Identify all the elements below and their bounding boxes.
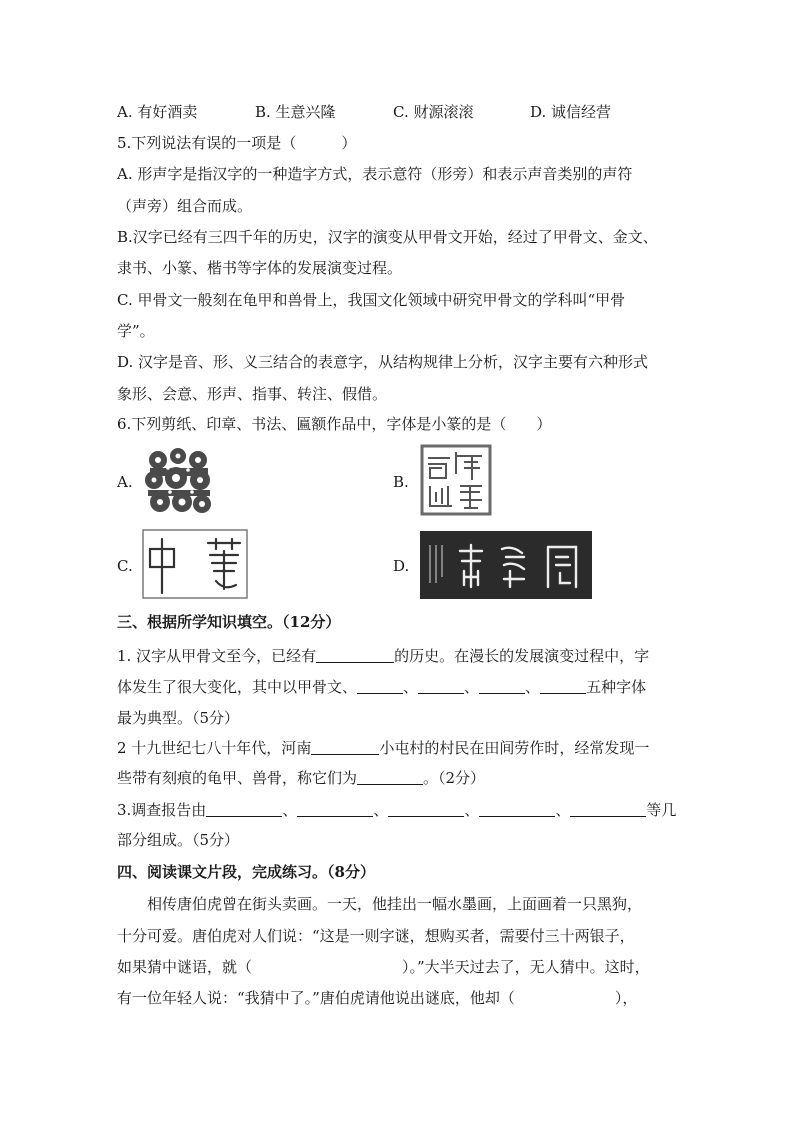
s3-q3-line1 — [117, 800, 676, 820]
s3-q1-text-c: 体发生了很大变化，其中以甲骨文、 — [117, 678, 358, 696]
s4-passage-line3 — [117, 957, 650, 977]
separator: 、 — [555, 801, 571, 819]
s3-q2-line1 — [117, 738, 649, 758]
s4-text-c: 有一位年轻人说：“我猜中了。”唐伯虎请他说出谜底，他却（ — [117, 989, 515, 1007]
section4-title: 四、阅读课文片段，完成练习。（8分） — [117, 863, 375, 881]
answer-blank[interactable] — [418, 677, 464, 694]
separator: 、 — [373, 801, 389, 819]
s3-q2-text-a: 2 十九世纪七八十年代，河南 — [117, 739, 312, 757]
q5-option-b-line2: 隶书、小篆、楷书等字体的发展演变过程。 — [117, 259, 403, 277]
q5-option-a-line1: A. 形声字是指汉字的一种造字方式，表示意符（形旁）和表示声音类别的声符 — [117, 165, 633, 183]
section3-title: 三、根据所学知识填空。（12分） — [117, 613, 341, 631]
answer-blank[interactable] — [357, 768, 423, 785]
q5-option-a-line2: （声旁）组合而成。 — [117, 197, 253, 215]
q4-option-d: D. 诚信经营 — [530, 103, 612, 121]
q6-label-d: D. — [393, 557, 410, 575]
q6-label-b: B. — [393, 473, 409, 491]
paper-cut-image — [140, 444, 218, 520]
calligraphy-image — [142, 529, 248, 599]
q6-label-a: A. — [117, 473, 133, 491]
s3-q1-line1 — [117, 646, 649, 666]
q6-label-c: C. — [117, 557, 133, 575]
answer-blank[interactable] — [479, 677, 525, 694]
answer-blank[interactable] — [311, 738, 379, 755]
q6-stem: 6.下列剪纸、印章、书法、匾额作品中，字体是小篆的是（ ） — [117, 415, 552, 433]
s3-q2-line2 — [117, 768, 485, 788]
s3-q1-text-d: 五种字体 — [586, 678, 647, 696]
s4-text-d: ）， — [614, 989, 638, 1007]
q5-option-c-line2: 学”。 — [117, 322, 155, 340]
s3-q1-text-a: 1. 汉字从甲骨文至今，已经有 — [117, 647, 317, 665]
s3-q2-text-c: 些带有刻痕的龟甲、兽骨，称它们为 — [117, 769, 358, 787]
s3-q1-line2 — [117, 677, 646, 697]
s3-q3-text-a: 3.调查报告由 — [117, 801, 207, 819]
q4-option-a: A. 有好酒卖 — [117, 103, 198, 121]
s4-text-a: 如果猜中谜语，就（ — [117, 958, 253, 976]
plaque-image — [420, 531, 592, 599]
q5-stem: 5.下列说法有误的一项是（ ） — [117, 134, 357, 152]
s3-q3-text-b: 等几 — [646, 801, 677, 819]
s3-q2-text-b: 小屯村的村民在田间劳作时，经常发现一 — [379, 739, 650, 757]
s3-q1-line3: 最为典型。（5分） — [117, 709, 240, 727]
s4-passage-line1: 相传唐伯虎曾在街头卖画。一天，他挂出一幅水墨画，上面画着一只黑狗， — [147, 895, 643, 913]
answer-blank[interactable] — [570, 800, 646, 817]
answer-blank[interactable] — [479, 800, 555, 817]
q5-option-c-line1: C. 甲骨文一般刻在龟甲和兽骨上，我国文化领域中研究甲骨文的学科叫“甲骨 — [117, 291, 626, 309]
answer-blank[interactable] — [357, 677, 403, 694]
answer-blank[interactable] — [388, 800, 464, 817]
separator: 、 — [403, 678, 419, 696]
q5-option-b-line1: B.汉字已经有三四千年的历史，汉字的演变从甲骨文开始，经过了甲骨文、金文、 — [117, 228, 658, 246]
s3-q3-line2: 部分组成。（5分） — [117, 831, 240, 849]
seal-stamp-image — [420, 444, 492, 516]
s4-passage-line4 — [117, 988, 637, 1008]
answer-blank[interactable] — [206, 800, 282, 817]
separator: 、 — [282, 801, 298, 819]
answer-blank[interactable] — [297, 800, 373, 817]
q4-option-c: C. 财源滚滚 — [393, 103, 474, 121]
s3-q2-text-d: 。（2分） — [423, 769, 486, 787]
answer-blank[interactable] — [316, 646, 394, 663]
q4-option-b: B. 生意兴隆 — [255, 103, 336, 121]
separator: 、 — [525, 678, 541, 696]
q5-option-d-line2: 象形、会意、形声、指事、转注、假借。 — [117, 385, 388, 403]
s4-passage-line2: 十分可爱。唐伯虎对人们说：“这是一则字谜，想购买者，需要付三十两银子， — [117, 927, 635, 945]
separator: 、 — [464, 678, 480, 696]
answer-blank[interactable] — [540, 677, 586, 694]
separator: 、 — [464, 801, 480, 819]
s4-text-b: ）。”大半天过去了，无人猜中。这时， — [402, 958, 650, 976]
q5-option-d-line1: D. 汉字是音、形、义三结合的表意字，从结构规律上分析，汉字主要有六种形式 — [117, 353, 649, 371]
s3-q1-text-b: 的历史。在漫长的发展演变过程中，字 — [394, 647, 650, 665]
